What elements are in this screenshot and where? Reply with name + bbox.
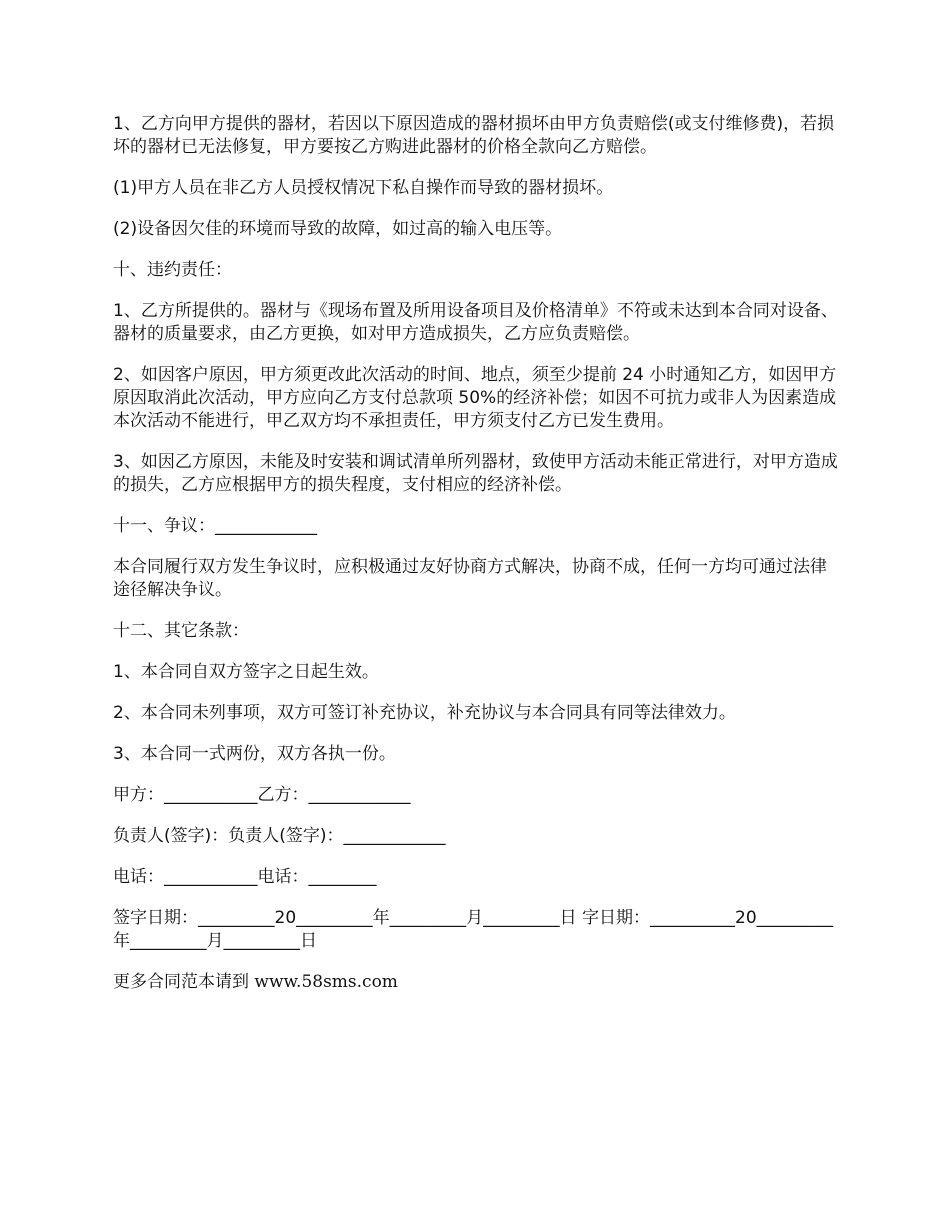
responsible-person-signature-line: 负责人(签字)：负责人(签字)：____________ — [113, 826, 446, 846]
footer-link-text: 更多合同范本请到 www.58sms.com — [113, 972, 398, 992]
section-heading-breach: 十、违约责任： — [113, 260, 232, 280]
other-terms-clause-1: 1、本合同自双方签字之日起生效。 — [113, 662, 379, 682]
section-heading-other-terms: 十二、其它条款： — [113, 621, 249, 641]
clause-item-2: (2)设备因欠佳的环境而导致的故障，如过高的输入电压等。 — [113, 219, 563, 239]
breach-clause-1: 1、乙方所提供的。器材与《现场布置及所用设备项目及价格清单》不符或未达到本合同对设备、器材的质量要求，由乙方更换，如对甲方造成损失，乙方应负责赔偿。 — [113, 301, 838, 344]
signing-date-line: 签字日期：_________20_________年_________月_________日 字日期：__________20_________年_________月_________日 — [113, 908, 834, 951]
breach-clause-3: 3、如因乙方原因，未能及时安装和调试清单所列器材，致使甲方活动未能正常进行，对甲方造成的损失，乙方应根据甲方的损失程度，支付相应的经济补偿。 — [113, 452, 838, 495]
clause-item-1: (1)甲方人员在非乙方人员授权情况下私自操作而导致的器材损坏。 — [113, 178, 614, 198]
breach-clause-2: 2、如因客户原因，甲方须更改此次活动的时间、地点，须至少提前 24 小时通知乙方，如因甲方原因取消此次活动，甲方应向乙方支付总款项 50%的经济补偿；如因不可抗力或非人为因素造成本次活动不能进行，甲乙双方均不承担责任，甲方须支付乙方已发生费用。 — [113, 365, 837, 431]
clause-equipment-compensation: 1、乙方向甲方提供的器材，若因以下原因造成的器材损坏由甲方负责赔偿(或支付维修费)，若损坏的器材已无法修复，甲方要按乙方购进此器材的价格全款向乙方赔偿。 — [113, 114, 835, 157]
other-terms-clause-2: 2、本合同未列事项，双方可签订补充协议，补充协议与本合同具有同等法律效力。 — [113, 703, 736, 723]
phone-line: 电话：___________电话：________ — [113, 867, 377, 887]
party-signature-line: 甲方：___________乙方：____________ — [113, 785, 411, 805]
dispute-clause: 本合同履行双方发生争议时，应积极通过友好协商方式解决，协商不成，任何一方均可通过法律途径解决争议。 — [113, 557, 827, 600]
other-terms-clause-3: 3、本合同一式两份，双方各执一份。 — [113, 744, 396, 764]
section-heading-dispute: 十一、争议：____________ — [113, 516, 317, 536]
